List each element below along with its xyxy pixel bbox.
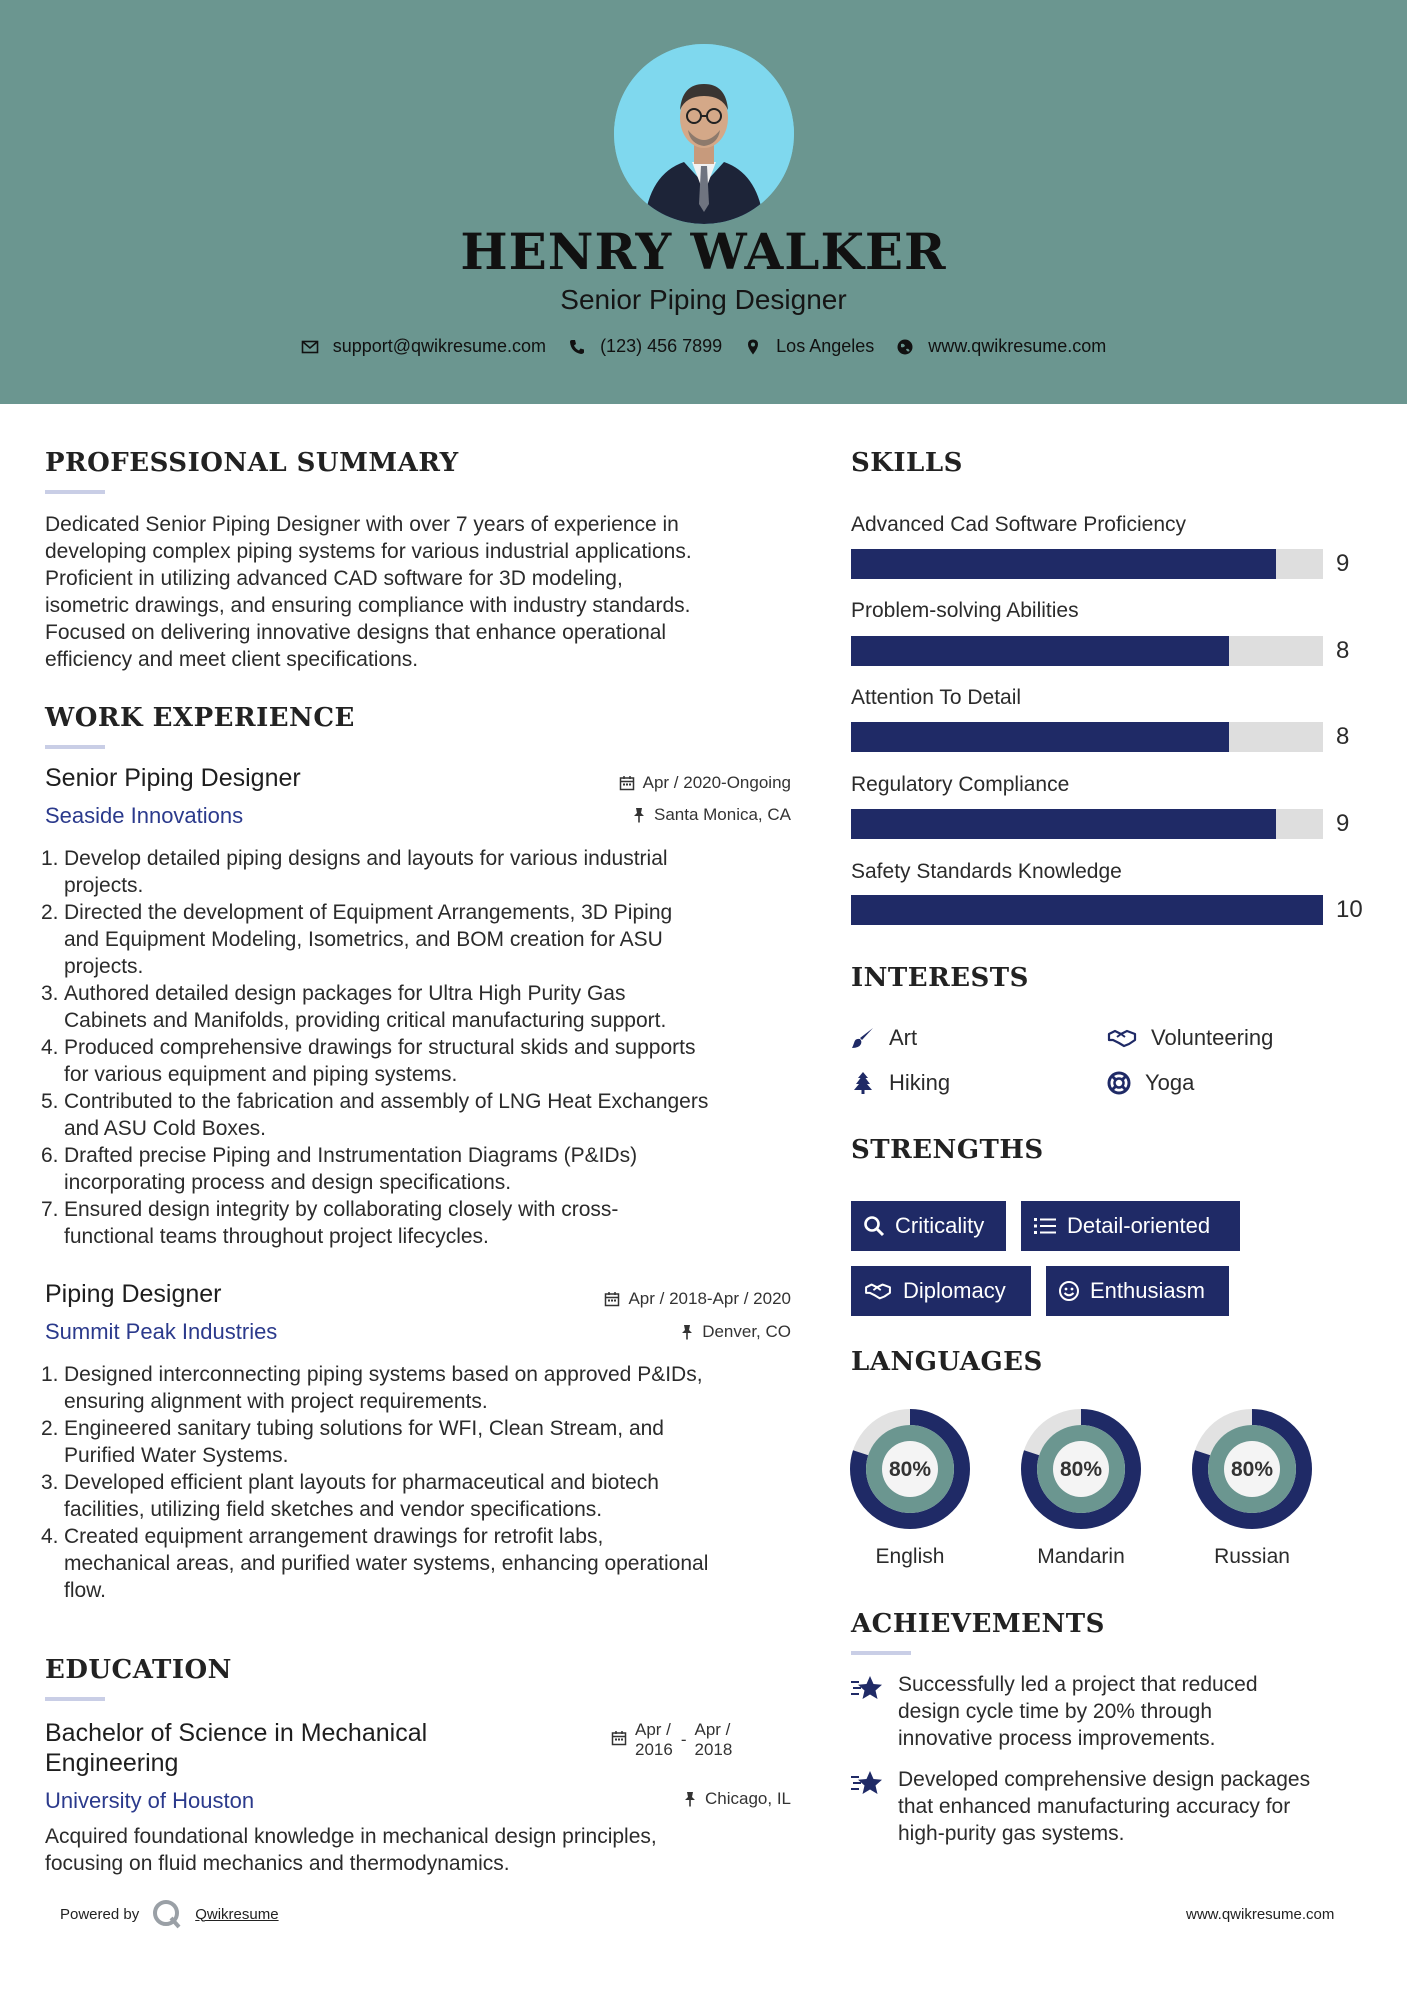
interest-item bbox=[1107, 1070, 1194, 1096]
strength-label: Detail-oriented bbox=[1067, 1213, 1211, 1238]
calendar-icon bbox=[604, 1291, 620, 1307]
contact-bar bbox=[0, 336, 1407, 357]
skill-bar-fill bbox=[851, 549, 1276, 579]
job-title: Piping Designer bbox=[45, 1280, 222, 1308]
achievement-item bbox=[850, 1671, 1370, 1752]
skill-bar-fill bbox=[851, 809, 1276, 839]
job-duties bbox=[41, 1361, 805, 1604]
job-date bbox=[604, 1289, 791, 1309]
envelope-icon bbox=[301, 338, 319, 356]
brush-icon bbox=[851, 1026, 875, 1050]
contact-website-text: www.qwikresume.com bbox=[928, 336, 1107, 356]
contact-location-text: Los Angeles bbox=[776, 336, 875, 356]
strength-label: Diplomacy bbox=[903, 1278, 1006, 1303]
job-date bbox=[619, 773, 791, 793]
education-location-text: Chicago, IL bbox=[705, 1789, 791, 1808]
globe-icon bbox=[896, 338, 914, 356]
star-icon bbox=[850, 1768, 884, 1798]
language-ring bbox=[1190, 1407, 1314, 1536]
achievements-heading: ACHIEVEMENTS bbox=[851, 1609, 1105, 1639]
lifebuoy-icon bbox=[1107, 1071, 1131, 1095]
pushpin-icon bbox=[683, 1791, 697, 1807]
degree-title: Bachelor of Science in Mechanical Engineering bbox=[45, 1719, 428, 1777]
pushpin-icon bbox=[680, 1324, 694, 1340]
education-date-end: Apr / 2018 bbox=[694, 1720, 733, 1759]
contact-phone-text: (123) 456 7899 bbox=[600, 336, 723, 356]
tree-icon bbox=[851, 1071, 875, 1095]
interest-item bbox=[851, 1025, 917, 1051]
job-title: Senior Piping Designer bbox=[45, 764, 301, 792]
candidate-name: HENRY WALKER bbox=[460, 222, 947, 281]
summary-line: isometric drawings, and ensuring compliance with industry standards. bbox=[45, 594, 691, 617]
job-company: Seaside Innovations bbox=[45, 803, 244, 828]
language-ring-chart bbox=[1019, 1407, 1143, 1531]
language-label: Russian bbox=[1214, 1545, 1290, 1568]
language-ring-chart bbox=[1190, 1407, 1314, 1531]
interest-label: Hiking bbox=[889, 1070, 951, 1095]
map-pin-icon bbox=[744, 338, 762, 356]
skill-label: Attention To Detail bbox=[851, 686, 1022, 709]
education-description: Acquired foundational knowledge in mechanical design principles, focusing on fluid mechanics and thermodynamics. bbox=[45, 1825, 657, 1875]
pushpin-icon bbox=[632, 807, 646, 823]
achievement-text: Developed comprehensive design packages that enhanced manufacturing accuracy for high-purity gas systems. bbox=[898, 1768, 1311, 1845]
achievement-item bbox=[850, 1766, 1370, 1847]
job-duties bbox=[41, 845, 805, 1250]
handshake-icon bbox=[863, 1280, 893, 1302]
strength-chip bbox=[1046, 1266, 1229, 1316]
list-item: 2. Directed the development of Equipment Arrangements, 3D Piping and Equipment Modeling, Isometrics, and BOM creation for ASU projects. bbox=[41, 901, 673, 978]
list-item: 2. Engineered sanitary tubing solutions for WFI, Clean Stream, and Purified Water Systems. bbox=[41, 1417, 664, 1467]
skill-value: 9 bbox=[1336, 810, 1350, 837]
skills-heading: SKILLS bbox=[851, 448, 963, 478]
footer-url[interactable]: www.qwikresume.com bbox=[1186, 1906, 1335, 1923]
interest-item bbox=[851, 1070, 950, 1096]
skill-label: Advanced Cad Software Proficiency bbox=[851, 513, 1187, 536]
summary-line: Dedicated Senior Piping Designer with over 7 years of experience in bbox=[45, 513, 679, 536]
job-location-text: Santa Monica, CA bbox=[653, 805, 791, 824]
search-icon bbox=[863, 1215, 885, 1237]
skill-bar bbox=[851, 722, 1323, 752]
list-item: 1. Designed interconnecting piping systems based on approved P&IDs, ensuring alignment with project requirements. bbox=[41, 1363, 703, 1413]
summary-rule bbox=[45, 490, 105, 494]
calendar-icon bbox=[611, 1730, 627, 1746]
skill-bar bbox=[851, 809, 1323, 839]
summary-line: developing complex piping systems for various industrial applications. bbox=[45, 540, 692, 563]
list-icon bbox=[1033, 1215, 1057, 1237]
experience-heading: WORK EXPERIENCE bbox=[45, 703, 355, 733]
strengths-heading: STRENGTHS bbox=[851, 1135, 1044, 1165]
education-rule bbox=[45, 1697, 105, 1701]
job-company: Summit Peak Industries bbox=[45, 1319, 278, 1344]
skill-bar bbox=[851, 636, 1323, 666]
ring-percent: 80% bbox=[1230, 1458, 1274, 1481]
job-date-text: Apr / 2018-Apr / 2020 bbox=[628, 1289, 791, 1308]
skill-value: 9 bbox=[1336, 550, 1350, 577]
interest-item bbox=[1107, 1025, 1273, 1051]
list-item: 7. Ensured design integrity by collaborating closely with cross- functional teams throughout project lifecycles. bbox=[41, 1198, 619, 1248]
school-name: University of Houston bbox=[45, 1788, 255, 1813]
contact-location bbox=[744, 336, 874, 357]
education-date-separator: - bbox=[680, 1730, 687, 1749]
qwikresume-link[interactable]: Qwikresume bbox=[195, 1905, 279, 1923]
skill-value: 8 bbox=[1336, 637, 1350, 664]
job-location bbox=[680, 1322, 791, 1342]
strength-chip bbox=[851, 1201, 1006, 1251]
interest-label: Yoga bbox=[1145, 1070, 1195, 1095]
education-date bbox=[611, 1720, 732, 1760]
summary-heading: PROFESSIONAL SUMMARY bbox=[45, 448, 459, 478]
list-item: 1. Develop detailed piping designs and layouts for various industrial projects. bbox=[41, 847, 668, 897]
contact-website[interactable] bbox=[896, 336, 1106, 357]
qwikresume-logo-icon bbox=[151, 1898, 183, 1930]
summary-text bbox=[45, 511, 805, 673]
resume-header bbox=[0, 0, 1407, 404]
skill-label: Problem-solving Abilities bbox=[851, 599, 1079, 622]
list-item: 4. Produced comprehensive drawings for structural skids and supports for various equipment and piping systems. bbox=[41, 1036, 696, 1086]
language-label: English bbox=[875, 1545, 945, 1568]
skill-bar bbox=[851, 895, 1323, 925]
list-item: 3. Developed efficient plant layouts for pharmaceutical and biotech facilities, utilizing field sketches and vendor specifications. bbox=[41, 1471, 659, 1521]
list-item: 3. Authored detailed design packages for Ultra High Purity Gas Cabinets and Manifolds, providing critical manufacturing support. bbox=[41, 982, 667, 1032]
job-date-text: Apr / 2020-Ongoing bbox=[642, 773, 791, 792]
achievements-rule bbox=[851, 1651, 911, 1655]
skill-value: 8 bbox=[1336, 723, 1350, 750]
skill-value: 10 bbox=[1336, 896, 1363, 923]
phone-icon bbox=[568, 338, 586, 356]
summary-line: Focused on delivering innovative designs that enhance operational bbox=[45, 621, 667, 644]
profile-photo-illustration bbox=[614, 44, 794, 224]
language-ring-chart bbox=[848, 1407, 972, 1531]
strength-chip bbox=[1021, 1201, 1240, 1251]
ring-percent: 80% bbox=[888, 1458, 932, 1481]
contact-email[interactable] bbox=[301, 336, 546, 357]
skill-bar-fill bbox=[851, 722, 1229, 752]
skill-bar-fill bbox=[851, 636, 1229, 666]
summary-line: Proficient in utilizing advanced CAD software for 3D modeling, bbox=[45, 567, 623, 590]
language-ring bbox=[1019, 1407, 1143, 1536]
skill-label: Regulatory Compliance bbox=[851, 773, 1070, 796]
contact-phone[interactable] bbox=[568, 336, 722, 357]
interests-heading: INTERESTS bbox=[851, 963, 1029, 993]
handshake-icon bbox=[1107, 1026, 1137, 1050]
education-location bbox=[683, 1789, 791, 1809]
achievement-text: Successfully led a project that reduced design cycle time by 20% through innovative process improvements. bbox=[898, 1673, 1258, 1750]
interest-label: Art bbox=[889, 1025, 918, 1050]
smile-icon bbox=[1058, 1280, 1080, 1302]
candidate-title: Senior Piping Designer bbox=[560, 284, 847, 315]
powered-by bbox=[60, 1898, 279, 1930]
ring-percent: 80% bbox=[1059, 1458, 1103, 1481]
languages-heading: LANGUAGES bbox=[851, 1347, 1043, 1377]
education-heading: EDUCATION bbox=[45, 1655, 232, 1685]
list-item: 5. Contributed to the fabrication and assembly of LNG Heat Exchangers and ASU Cold Boxes. bbox=[41, 1090, 709, 1140]
skill-bar bbox=[851, 549, 1323, 579]
skill-label: Safety Standards Knowledge bbox=[851, 860, 1122, 883]
strength-label: Criticality bbox=[895, 1213, 985, 1238]
language-ring bbox=[848, 1407, 972, 1536]
job-location bbox=[632, 805, 791, 825]
language-label: Mandarin bbox=[1037, 1545, 1125, 1568]
list-item: 4. Created equipment arrangement drawings for retrofit labs, mechanical areas, and purified water systems, enhancing operational flow. bbox=[41, 1525, 709, 1602]
strength-label: Enthusiasm bbox=[1090, 1278, 1205, 1303]
education-date-start: Apr / 2016 bbox=[635, 1720, 673, 1759]
profile-photo bbox=[614, 44, 794, 224]
list-item: 6. Drafted precise Piping and Instrumentation Diagrams (P&IDs) incorporating process and design specifications. bbox=[41, 1144, 638, 1194]
job-location-text: Denver, CO bbox=[702, 1322, 791, 1341]
skill-bar-fill bbox=[851, 895, 1323, 925]
contact-email-text: support@qwikresume.com bbox=[332, 336, 547, 356]
experience-rule bbox=[45, 745, 105, 749]
star-icon bbox=[850, 1673, 884, 1703]
powered-by-label: Powered by bbox=[60, 1905, 140, 1923]
strength-chip bbox=[851, 1266, 1031, 1316]
calendar-icon bbox=[619, 775, 635, 791]
interest-label: Volunteering bbox=[1151, 1025, 1274, 1050]
summary-line: efficiency and meet client specifications. bbox=[45, 648, 419, 671]
